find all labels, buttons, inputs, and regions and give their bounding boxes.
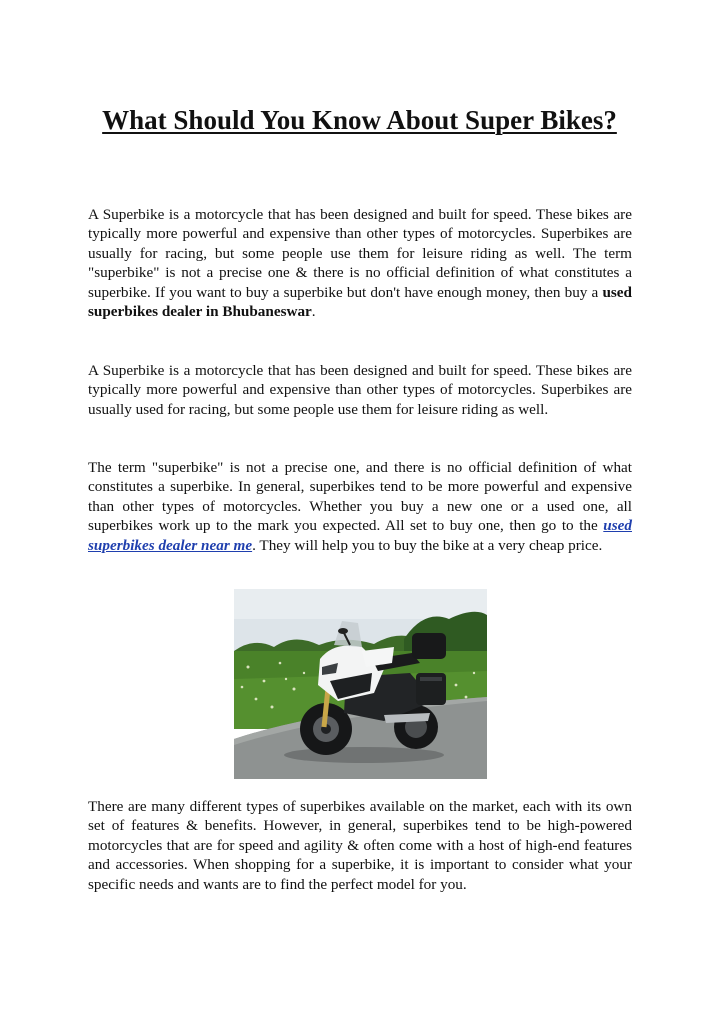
paragraph-definition: A Superbike is a motorcycle that has been designed and built for speed. These bikes are typically more powerful and expensive than other types of motorcycles. Superbikes are usually used for racing, but some people use them for leisure riding as well.	[88, 362, 632, 418]
paragraph-term	[88, 458, 632, 555]
page-title: What Should You Know About Super Bikes?	[102, 105, 617, 135]
paragraph-intro	[88, 205, 632, 321]
dealer-bhubaneswar-keyword: used superbikes dealer in Bhubaneswar	[88, 283, 632, 321]
paragraph-term-end: . They will help you to buy the bike at a very cheap price.	[252, 536, 603, 554]
superbike-photo-graphic	[234, 589, 487, 779]
paragraph-term-text: The term "superbike" is not a precise one, and there is no official definition of what constitutes a superbike. In general, superbikes tend to be more powerful and expensive than other types of motorcycles. Whether you buy a new one or a used one, all superbikes work up to the mark you expected. All set to buy one, then go to the	[88, 459, 632, 535]
paragraph-intro-text: A Superbike is a motorcycle that has been designed and built for speed. These bikes are typically more powerful and expensive than other types of motorcycles. Superbikes are usually for racing, but some people use them for leisure riding as well. The term "superbike" is not a precise one & there is no official definition of what constitutes a superbike. If you want to buy a superbike but don't have enough money, then buy a	[88, 206, 632, 301]
dealer-near-me-link[interactable]: used superbikes dealer near me	[88, 517, 632, 554]
paragraph-types: There are many different types of superbikes available on the market, each with its own set of features & benefits. However, in general, superbikes tend to be high-powered motorcycles that are for speed and agility & often come with a host of high-end features and accessories. When shopping for a superbike, it is important to consider what your specific needs and wants are to find the perfect model for you.	[88, 798, 632, 893]
paragraph-intro-end: .	[311, 303, 316, 321]
superbike-photo	[234, 589, 487, 779]
